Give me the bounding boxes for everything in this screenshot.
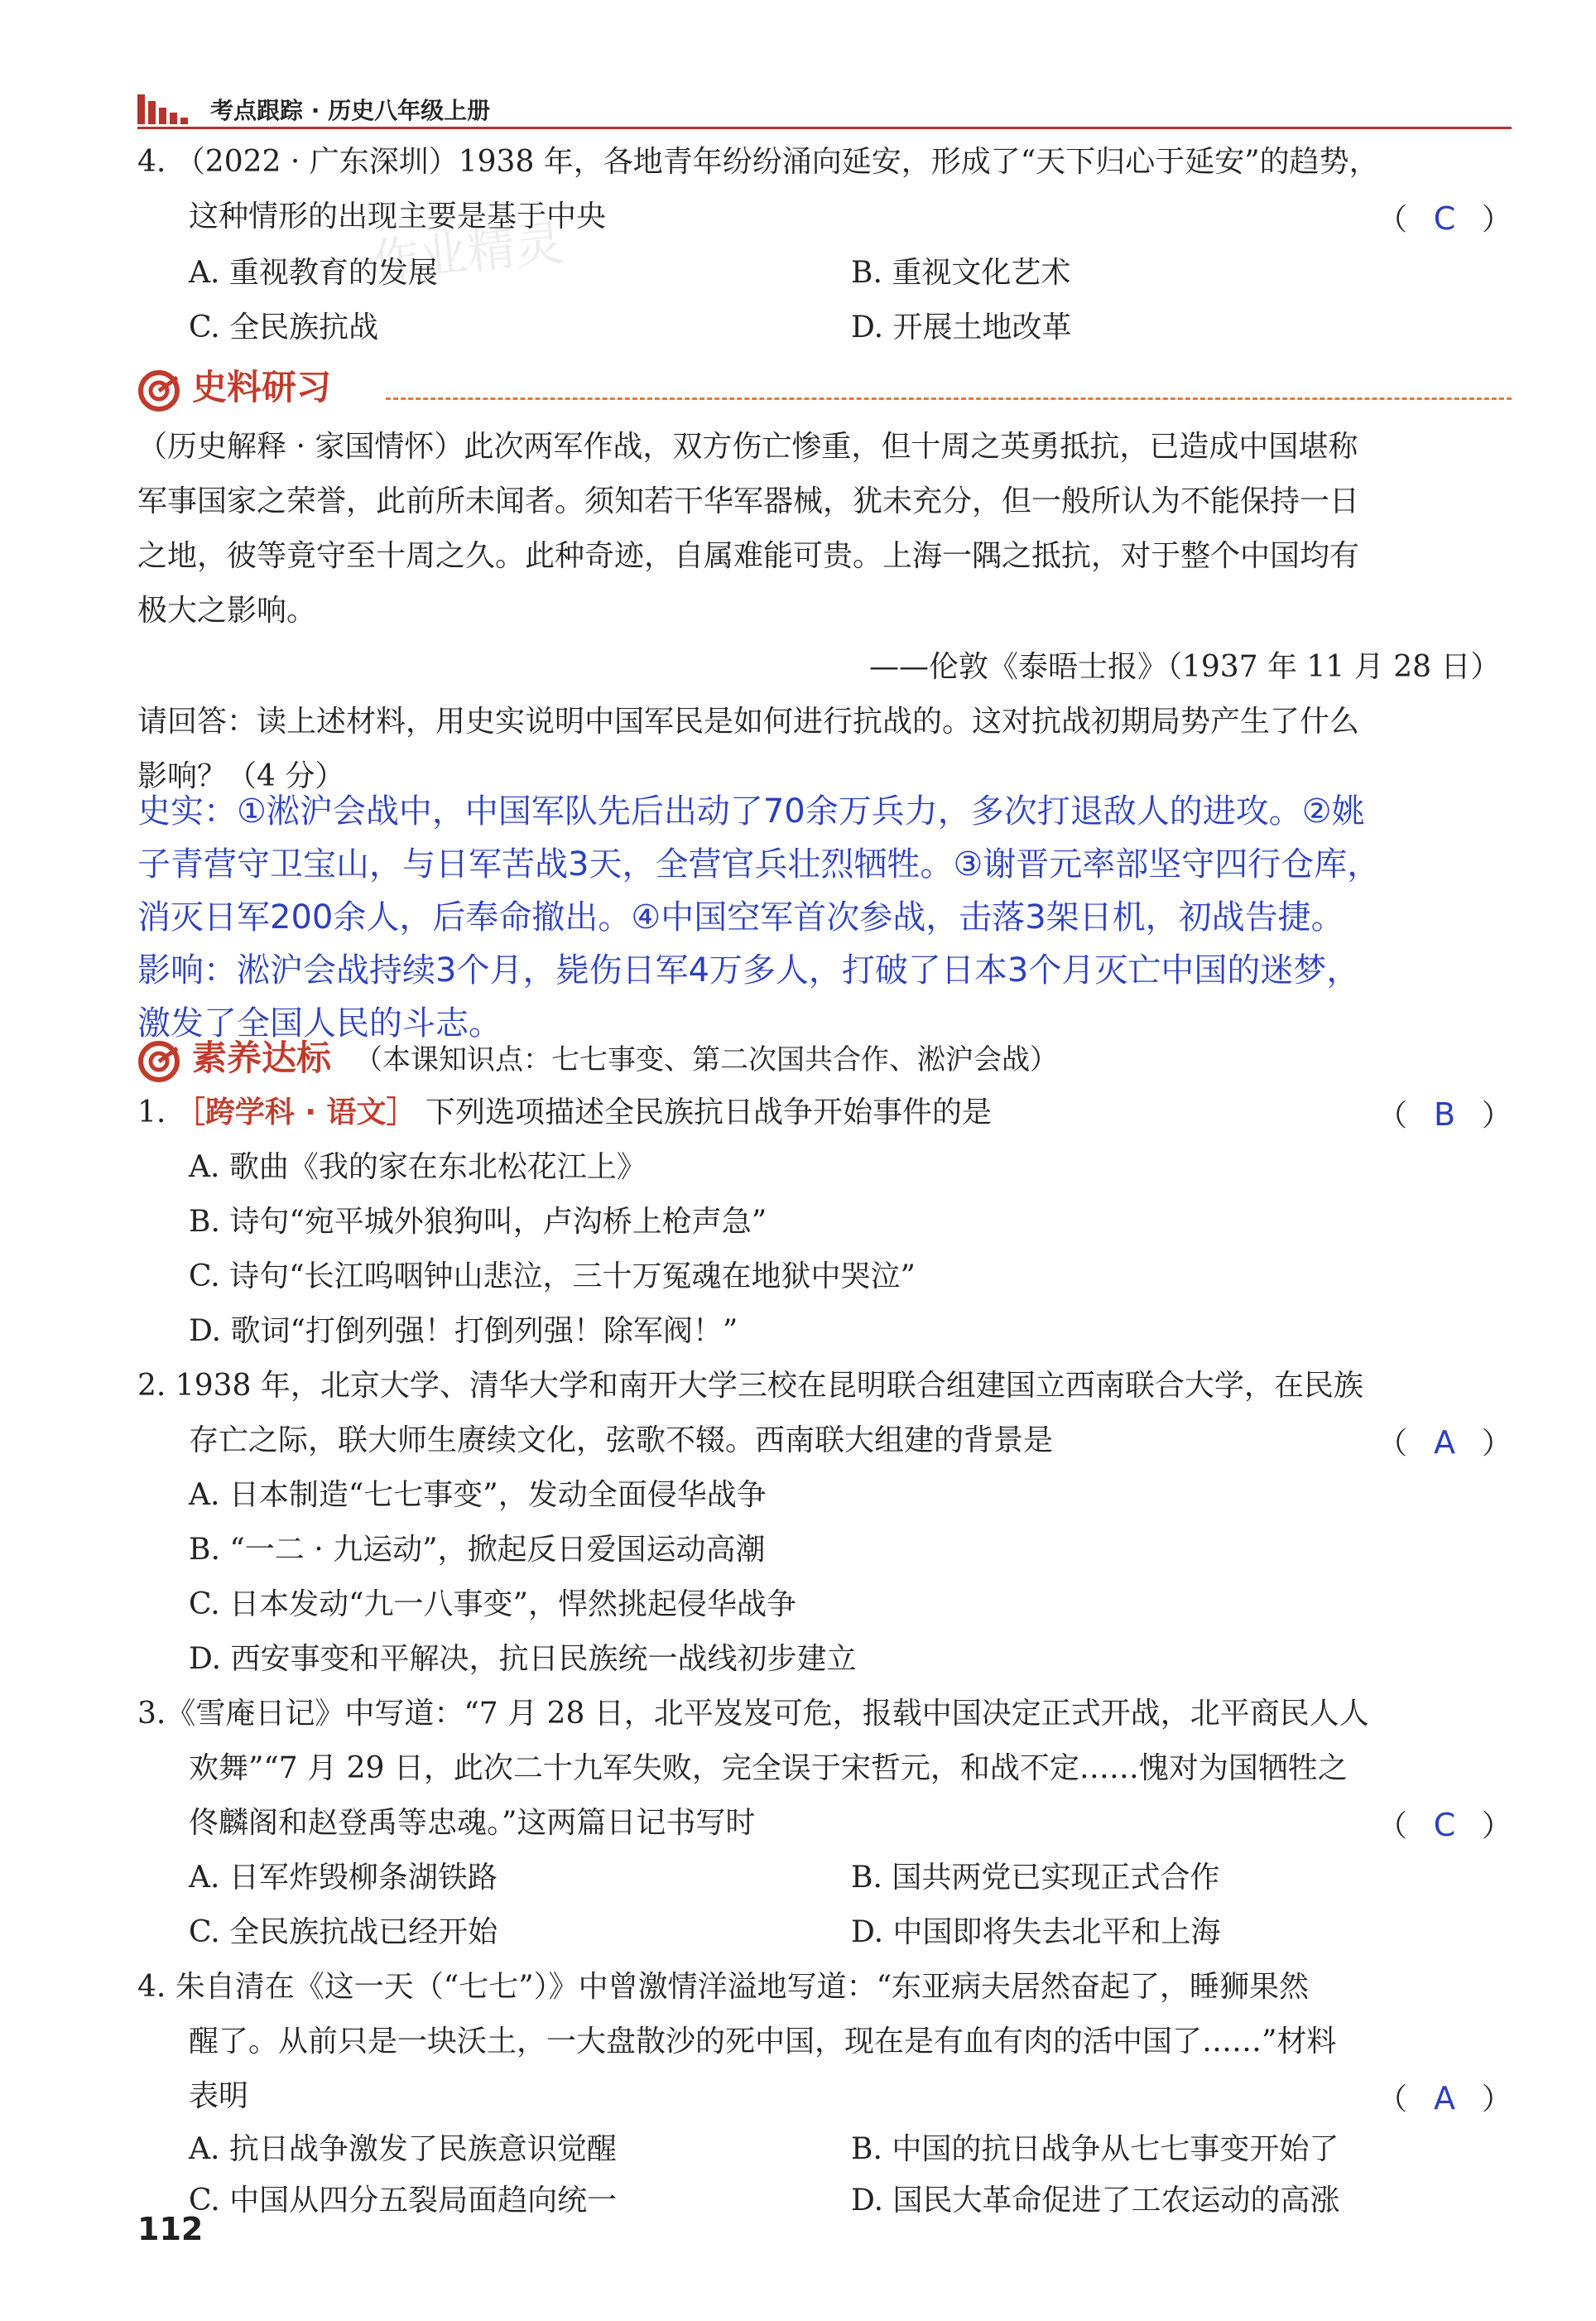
page-header <box>137 89 1512 129</box>
q-top4-option-c: C. 全民族抗战 <box>189 311 379 344</box>
q1-text: 下列选项描述全民族抗日战争开始事件的是 <box>425 1095 993 1129</box>
q1-tag: ［跨学科 · 语文］ <box>175 1095 416 1129</box>
q1-option-d: D. 歌词“打倒列强！打倒列强！除军阀！” <box>189 1314 738 1348</box>
q2-option-d: D. 西安事变和平解决，抗日民族统一战线初步建立 <box>189 1642 857 1676</box>
q1-option-b: B. 诗句“宛平城外狼狗叫，卢沟桥上枪声急” <box>189 1205 767 1239</box>
q-top4-option-d: D. 开展土地改革 <box>851 311 1072 344</box>
q-top4-option-b: B. 重视文化艺术 <box>851 256 1071 290</box>
q4-answer: A <box>1434 2080 1456 2116</box>
header-title: 考点跟踪 · 历史八年级上册 <box>210 97 491 124</box>
answer-line-1: 史实：①淞沪会战中，中国军队先后出动了70余万兵力，多次打退敌人的进攻。②姚 <box>137 792 1365 831</box>
q2-option-a: A. 日本制造“七七事变”，发动全面侵华战争 <box>189 1478 767 1512</box>
q3-option-d: D. 中国即将失去北平和上海 <box>851 1915 1221 1949</box>
q4-line2: 醒了。从前只是一块沃土，一大盘散沙的死中国，现在是有血有肉的活中国了……”材料 <box>189 2025 1337 2059</box>
q2-answer: A <box>1434 1424 1456 1461</box>
answer-line-4: 影响：淞沪会战持续3个月，毙伤日军4万多人，打破了日本3个月灭亡中国的迷梦， <box>137 951 1360 990</box>
q3-option-b: B. 国共两党已实现正式合作 <box>851 1861 1220 1895</box>
source-line-1: （历史解释 · 家国情怀）此次两军作战，双方伤亡惨重，但十周之英勇抵抗，已造成中国堪称 <box>137 430 1358 464</box>
q3-option-c: C. 全民族抗战已经开始 <box>189 1915 498 1949</box>
q1-option-c: C. 诗句“长江呜咽钟山悲泣，三十万冤魂在地狱中哭泣” <box>189 1259 916 1293</box>
q3-option-a: A. 日军炸毁柳条湖铁路 <box>189 1861 498 1895</box>
q1-option-a: A. 歌曲《我的家在东北松花江上》 <box>189 1150 647 1184</box>
section-quality-note: （本课知识点：七七事变、第二次国共合作、淞沪会战） <box>354 1043 1058 1076</box>
source-line-4: 极大之影响。 <box>137 594 317 628</box>
source-attribution: ——伦敦《泰晤士报》（1937 年 11 月 28 日） <box>869 650 1501 684</box>
q3-line1: 3.《雪庵日记》中写道：“7 月 28 日，北平岌岌可危，报载中国决定正式开战，北平商民人人 <box>137 1697 1369 1731</box>
q1-answer: B <box>1433 1096 1456 1133</box>
q4-option-c: C. 中国从四分五裂局面趋向统一 <box>189 2184 618 2217</box>
q2-line1: 2. 1938 年，北京大学、清华大学和南开大学三校在昆明联合组建国立西南联合大学，在民族 <box>137 1369 1363 1403</box>
q3-answer-box: （ C ） <box>1377 1807 1512 1843</box>
q2-option-c: C. 日本发动“九一八事变”，悍然挑起侵华战争 <box>189 1587 796 1621</box>
section-sources-dash <box>386 397 1512 400</box>
q-top4-answer-box: （ C ） <box>1377 200 1512 237</box>
q3-line3: 佟麟阁和赵登禹等忠魂。”这两篇日记书写时 <box>189 1806 756 1840</box>
source-line-2: 军事国家之荣誉，此前所未闻者。须知若干华军器械，犹未充分，但一般所认为不能保持一日 <box>137 484 1360 518</box>
q1-number: 1. <box>137 1095 166 1129</box>
q4-option-d: D. 国民大革命促进了工农运动的高涨 <box>851 2184 1340 2217</box>
q4-option-b: B. 中国的抗日战争从七七事变开始了 <box>851 2132 1339 2166</box>
section-sources-label: 史料研习 <box>192 367 332 407</box>
source-question-2: 影响？（4 分） <box>137 759 345 793</box>
q3-line2: 欢舞”“7 月 29 日，此次二十九军失败，完全误于宋哲元，和战不定……愧对为国牺牲之 <box>189 1751 1348 1785</box>
q4-line3: 表明 <box>189 2079 249 2113</box>
q4-answer-box: （ A ） <box>1377 2080 1512 2116</box>
bars-logo-icon <box>137 91 187 124</box>
watermark: 作业精灵 <box>368 214 566 291</box>
source-line-3: 之地，彼等竟守至十周之久。此种奇迹，自属难能可贵。上海一隅之抵抗，对于整个中国均有 <box>137 539 1360 573</box>
q4-option-a: A. 抗日战争激发了民族意识觉醒 <box>189 2132 617 2166</box>
target-icon <box>137 1040 180 1083</box>
q2-option-b: B. “一二 · 九运动”，掀起反日爱国运动高潮 <box>189 1533 766 1567</box>
q2-line2: 存亡之际，联大师生赓续文化，弦歌不辍。西南联大组建的背景是 <box>189 1423 1054 1457</box>
page-number: 112 <box>137 2211 204 2247</box>
q-top4-option-a: A. 重视教育的发展 <box>189 256 438 290</box>
q1-stem <box>137 1093 992 1133</box>
answer-line-2: 子青营守卫宝山，与日军苦战3天，全营官兵壮烈牺牲。③谢晋元率部坚守四行仓库， <box>137 845 1381 884</box>
q3-answer: C <box>1433 1807 1456 1843</box>
q-top4-line2: 这种情形的出现主要是基于中央 <box>189 200 607 234</box>
q1-answer-box: （ B ） <box>1377 1096 1512 1133</box>
source-question-1: 请回答：读上述材料，用史实说明中国军民是如何进行抗战的。这对抗战初期局势产生了什么 <box>137 705 1360 739</box>
q4-line1: 4. 朱自清在《这一天（“七七”）》中曾激情洋溢地写道：“东亚病夫居然奋起了，睡狮果然 <box>137 1970 1310 2004</box>
header-rule <box>137 127 1512 129</box>
section-sources <box>137 364 1512 414</box>
target-icon <box>137 369 180 412</box>
q-top4-answer: C <box>1433 200 1456 237</box>
q-top4-line1: 4. （2022 · 广东深圳）1938 年，各地青年纷纷涌向延安，形成了“天下归心于延安”的趋势， <box>137 145 1379 179</box>
section-quality-label: 素养达标 <box>192 1038 332 1078</box>
section-quality <box>137 1035 1512 1085</box>
answer-line-3: 消灭日军200余人，后奉命撤出。④中国空军首次参战，击落3架日机，初战告捷。 <box>137 898 1344 937</box>
q2-answer-box: （ A ） <box>1377 1424 1512 1461</box>
answer-line-5: 激发了全国人民的斗志。 <box>137 1004 502 1043</box>
